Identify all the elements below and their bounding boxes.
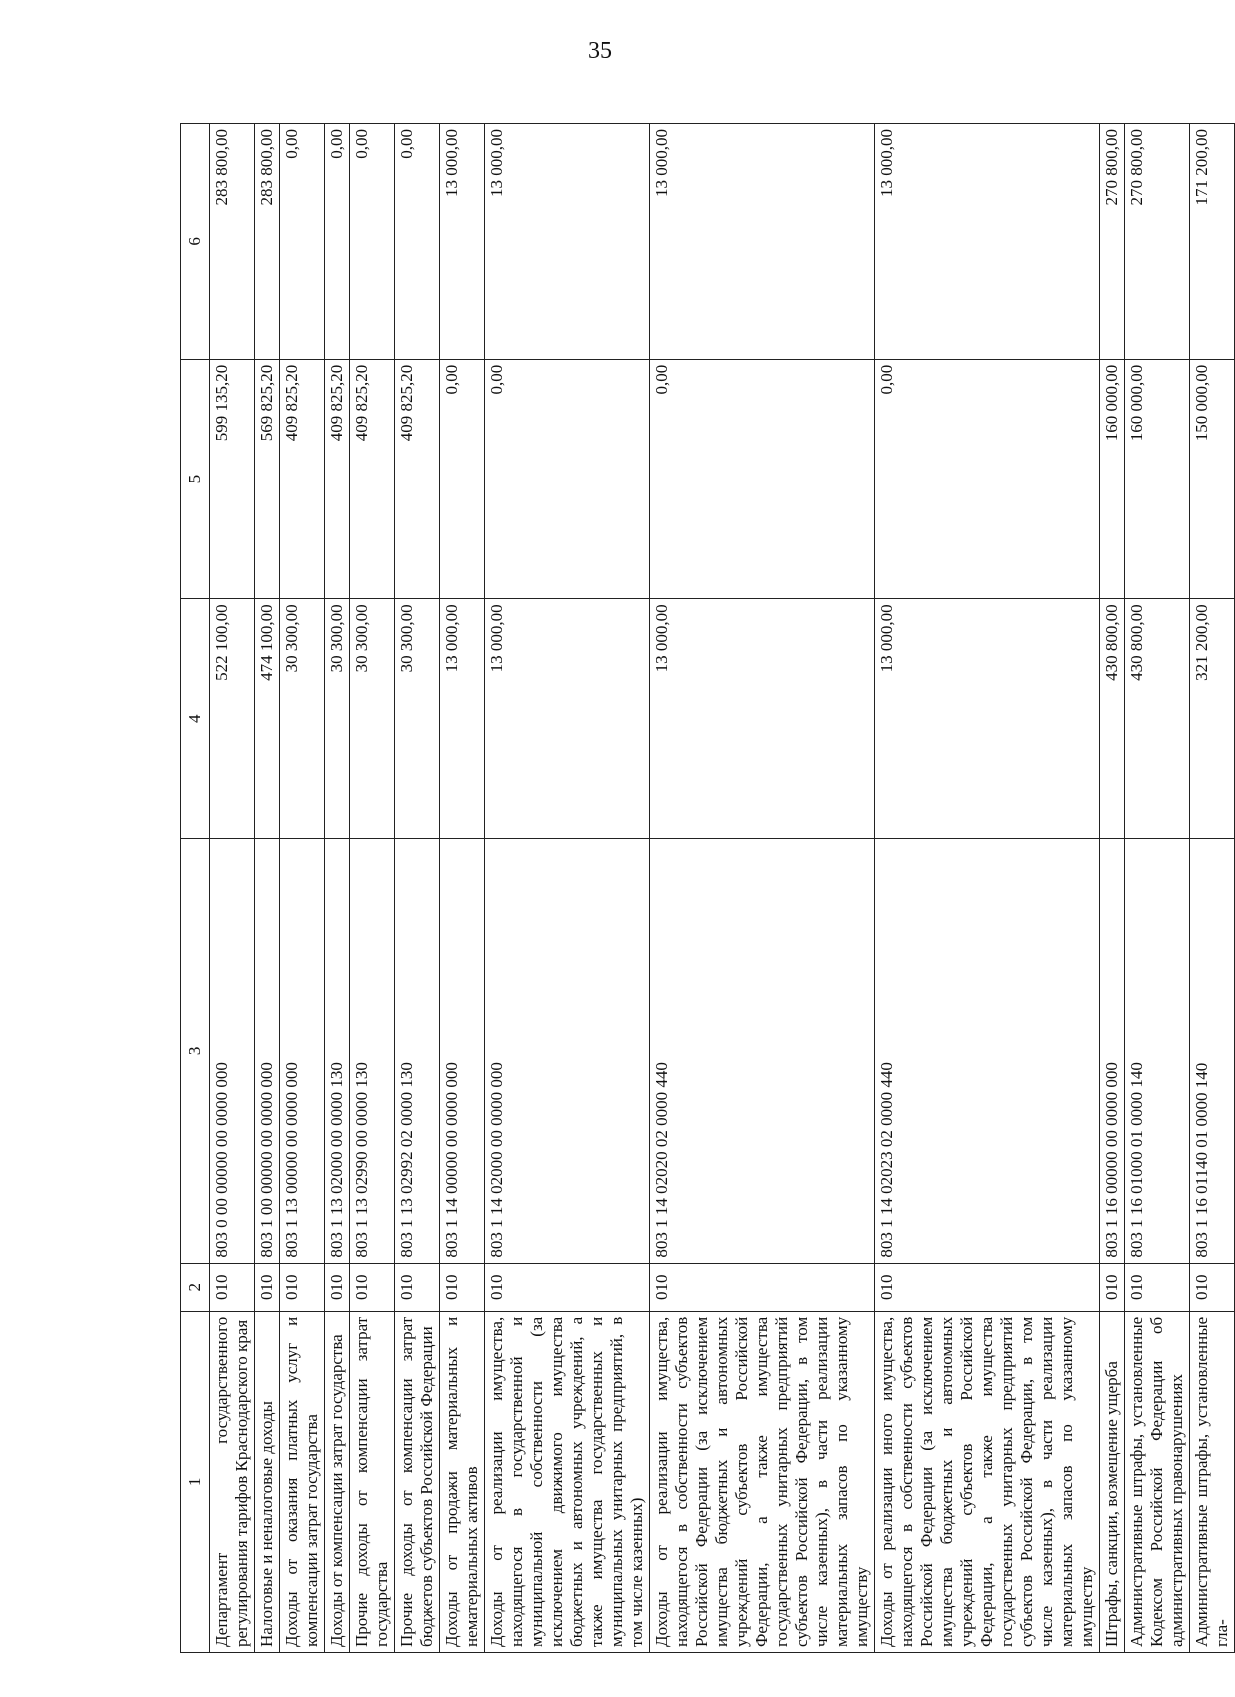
- row-name-cell: Доходы от реализации имущества, находящегося в государственной и муниципальной собственности (за исключением движимого имущества бюджетных и автономных учреждений, а также имущества государственных и муниципальных унитарных предприятий, в том числе казенных): [485, 1311, 650, 1652]
- row-name-cell: Налоговые и неналоговые доходы: [255, 1311, 280, 1652]
- row-code-cell: 010: [255, 1263, 280, 1311]
- row-value-col4: 30 300,00: [325, 599, 350, 839]
- table-row: [255, 124, 280, 1653]
- budget-table-rotated: [180, 123, 1231, 1653]
- row-value-col6: 13 000,00: [485, 124, 650, 360]
- row-kbk-cell: 803 1 13 02000 00 0000 130: [325, 839, 350, 1264]
- header-cell: 6: [181, 124, 210, 360]
- row-value-col4: 13 000,00: [650, 599, 875, 839]
- row-value-col5: 569 825,20: [255, 359, 280, 599]
- row-value-col6: 270 800,00: [1100, 124, 1125, 360]
- row-value-col4: 321 200,00: [1190, 599, 1235, 839]
- row-code-cell: 010: [485, 1263, 650, 1311]
- row-kbk-cell: 803 1 14 02020 02 0000 440: [650, 839, 875, 1264]
- row-name-cell: Доходы от оказания платных услуг и компенсации затрат государства: [280, 1311, 325, 1652]
- table-row: [395, 124, 440, 1653]
- row-kbk-cell: 803 1 16 00000 00 0000 000: [1100, 839, 1125, 1264]
- row-value-col5: 409 825,20: [350, 359, 395, 599]
- table-row: [440, 124, 485, 1653]
- row-value-col5: 599 135,20: [210, 359, 255, 599]
- header-cell: 3: [181, 839, 210, 1264]
- row-value-col6: 283 800,00: [210, 124, 255, 360]
- row-value-col5: 160 000,00: [1125, 359, 1190, 599]
- table-row: [350, 124, 395, 1653]
- table-header-row: [181, 124, 210, 1653]
- budget-table: [180, 123, 1235, 1653]
- row-value-col6: 0,00: [350, 124, 395, 360]
- row-value-col6: 270 800,00: [1125, 124, 1190, 360]
- table-row: [875, 124, 1100, 1653]
- row-name-cell: Доходы от продажи материальных и нематериальных активов: [440, 1311, 485, 1652]
- row-code-cell: 010: [210, 1263, 255, 1311]
- table-row: [210, 124, 255, 1653]
- row-value-col6: 0,00: [395, 124, 440, 360]
- table-row: [325, 124, 350, 1653]
- row-kbk-cell: 803 0 00 00000 00 0000 000: [210, 839, 255, 1264]
- row-value-col6: 283 800,00: [255, 124, 280, 360]
- row-value-col5: 150 000,00: [1190, 359, 1235, 599]
- row-value-col5: 0,00: [875, 359, 1100, 599]
- row-value-col4: 13 000,00: [440, 599, 485, 839]
- row-value-col4: 30 300,00: [280, 599, 325, 839]
- table-row: [650, 124, 875, 1653]
- row-code-cell: 010: [440, 1263, 485, 1311]
- row-code-cell: 010: [1125, 1263, 1190, 1311]
- row-kbk-cell: 803 1 13 02990 00 0000 130: [350, 839, 395, 1264]
- row-value-col5: 409 825,20: [280, 359, 325, 599]
- row-value-col4: 13 000,00: [875, 599, 1100, 839]
- row-kbk-cell: 803 1 00 00000 00 0000 000: [255, 839, 280, 1264]
- row-value-col5: 409 825,20: [395, 359, 440, 599]
- table-row: [1125, 124, 1190, 1653]
- table-row: [1190, 124, 1235, 1653]
- row-name-cell: Административные штрафы, установленные гла-: [1190, 1311, 1235, 1652]
- table-row: [485, 124, 650, 1653]
- row-code-cell: 010: [350, 1263, 395, 1311]
- row-value-col4: 13 000,00: [485, 599, 650, 839]
- row-value-col5: 0,00: [440, 359, 485, 599]
- header-cell: 4: [181, 599, 210, 839]
- row-kbk-cell: 803 1 14 00000 00 0000 000: [440, 839, 485, 1264]
- table-row: [1100, 124, 1125, 1653]
- page-number: 35: [588, 38, 612, 64]
- row-code-cell: 010: [395, 1263, 440, 1311]
- table-row: [280, 124, 325, 1653]
- row-value-col4: 30 300,00: [350, 599, 395, 839]
- row-code-cell: 010: [650, 1263, 875, 1311]
- row-name-cell: Административные штрафы, установленные Кодексом Российской Федерации об административных правонарушениях: [1125, 1311, 1190, 1652]
- row-kbk-cell: 803 1 16 01140 01 0000 140: [1190, 839, 1235, 1264]
- row-kbk-cell: 803 1 13 00000 00 0000 000: [280, 839, 325, 1264]
- row-name-cell: Департамент государственного регулирования тарифов Краснодарского края: [210, 1311, 255, 1652]
- row-name-cell: Доходы от реализации иного имущества, находящегося в собственности субъектов Российской Федерации (за исключением имущества бюджетных и автономных учреждений субъектов Российской Федерации, а также имущества государственных унитарных предприятий субъектов Российской Федерации, в том числе казенных), в части реализации материальных запасов по указанному имуществу: [875, 1311, 1100, 1652]
- row-value-col6: 171 200,00: [1190, 124, 1235, 360]
- row-value-col4: 474 100,00: [255, 599, 280, 839]
- row-value-col6: 0,00: [280, 124, 325, 360]
- row-value-col4: 30 300,00: [395, 599, 440, 839]
- row-value-col4: 522 100,00: [210, 599, 255, 839]
- row-value-col4: 430 800,00: [1100, 599, 1125, 839]
- row-value-col5: 409 825,20: [325, 359, 350, 599]
- header-cell: 2: [181, 1263, 210, 1311]
- row-kbk-cell: 803 1 13 02992 02 0000 130: [395, 839, 440, 1264]
- row-kbk-cell: 803 1 16 01000 01 0000 140: [1125, 839, 1190, 1264]
- row-value-col5: 0,00: [485, 359, 650, 599]
- row-value-col5: 0,00: [650, 359, 875, 599]
- row-code-cell: 010: [325, 1263, 350, 1311]
- row-code-cell: 010: [280, 1263, 325, 1311]
- row-value-col6: 13 000,00: [875, 124, 1100, 360]
- row-code-cell: 010: [875, 1263, 1100, 1311]
- row-name-cell: Штрафы, санкции, возмещение ущерба: [1100, 1311, 1125, 1652]
- row-name-cell: Доходы от реализации имущества, находящегося в собственности субъектов Российской Федерации (за исключением имущества бюджетных и автономных учреждений субъектов Российской Федерации, а также имущества государственных унитарных предприятий субъектов Российской Федерации, в том числе казенных), в части реализации материальных запасов по указанному имуществу: [650, 1311, 875, 1652]
- row-name-cell: Прочие доходы от компенсации затрат бюджетов субъектов Российской Федерации: [395, 1311, 440, 1652]
- row-kbk-cell: 803 1 14 02000 00 0000 000: [485, 839, 650, 1264]
- row-name-cell: Прочие доходы от компенсации затрат государства: [350, 1311, 395, 1652]
- row-kbk-cell: 803 1 14 02023 02 0000 440: [875, 839, 1100, 1264]
- row-code-cell: 010: [1100, 1263, 1125, 1311]
- row-code-cell: 010: [1190, 1263, 1235, 1311]
- row-value-col6: 13 000,00: [440, 124, 485, 360]
- row-name-cell: Доходы от компенсации затрат государства: [325, 1311, 350, 1652]
- row-value-col5: 160 000,00: [1100, 359, 1125, 599]
- row-value-col6: 0,00: [325, 124, 350, 360]
- header-cell: 1: [181, 1311, 210, 1652]
- row-value-col4: 430 800,00: [1125, 599, 1190, 839]
- row-value-col6: 13 000,00: [650, 124, 875, 360]
- header-cell: 5: [181, 359, 210, 599]
